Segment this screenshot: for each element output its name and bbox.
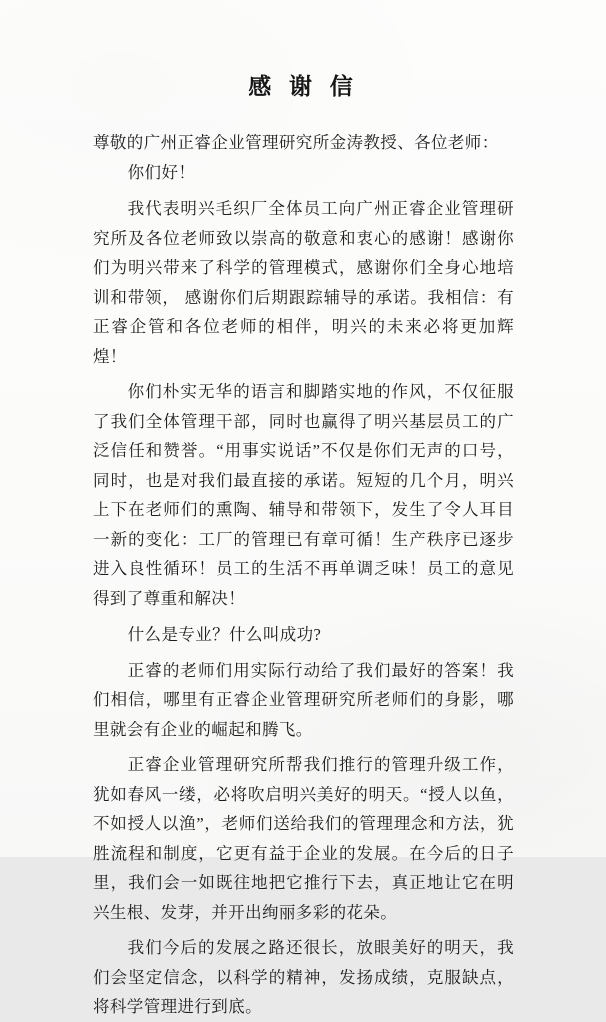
letter-paragraph-thanks: 我代表明兴毛织厂全体员工向广州正睿企业管理研究所及各位老师致以崇高的敬意和衷心的感谢！感谢你们为明兴带来了科学的管理模式，感谢你们全身心地培训和带领， 感谢你们后期跟踪辅导的承诺。我相信：有正睿企管和各位老师的相伴，明兴的未来必将更加辉煌！ [93, 199, 514, 366]
letter-paragraph-style-and-changes: 你们朴实无华的语言和脚踏实地的作风，不仅征服了我们全体管理干部，同时也赢得了明兴基层员工的广泛信任和赞誉。“用事实说话”不仅是你们无声的口号，同时，也是对我们最直接的承诺。短短的几个月，明兴上下在老师们的熏陶、辅导和带领下，发生了令人耳目一新的变化：工厂的管理已有章可循！生产秩序已逐步进入良性循环！员工的生活不再单调乏味！员工的意见得到了尊重和解决！ [93, 382, 514, 608]
letter-paragraph-upgrade-work: 正睿企业管理研究所帮我们推行的管理升级工作，犹如春风一缕，必将吹启明兴美好的明天。“授人以鱼，不如授人以渔”，老师们送给我们的管理理念和方法，犹胜流程和制度，它更有益于企业的发展。在今后的日子里，我们会一如既往地把它推行下去，真正地让它在明兴生根、发芽，并开出绚丽多彩的花朵。 [93, 755, 514, 922]
letter-paragraph-answer: 正睿的老师们用实际行动给了我们最好的答案！我们相信，哪里有正睿企业管理研究所老师们的身影，哪里就会有企业的崛起和腾飞。 [93, 660, 514, 739]
letter-greeting: 你们好！ [127, 163, 196, 182]
letter-salutation: 尊敬的广州正睿企业管理研究所金涛教授、各位老师： [93, 133, 499, 152]
letter-paragraph-question: 什么是专业？什么叫成功? [127, 625, 322, 644]
letter-paragraph-closing: 我们今后的发展之路还很长，放眼美好的明天，我们会坚定信念，以科学的精神，发扬成绩，克服缺点，将科学管理进行到底。 [93, 938, 514, 1016]
letter-title: 感 谢 信 [248, 74, 359, 99]
